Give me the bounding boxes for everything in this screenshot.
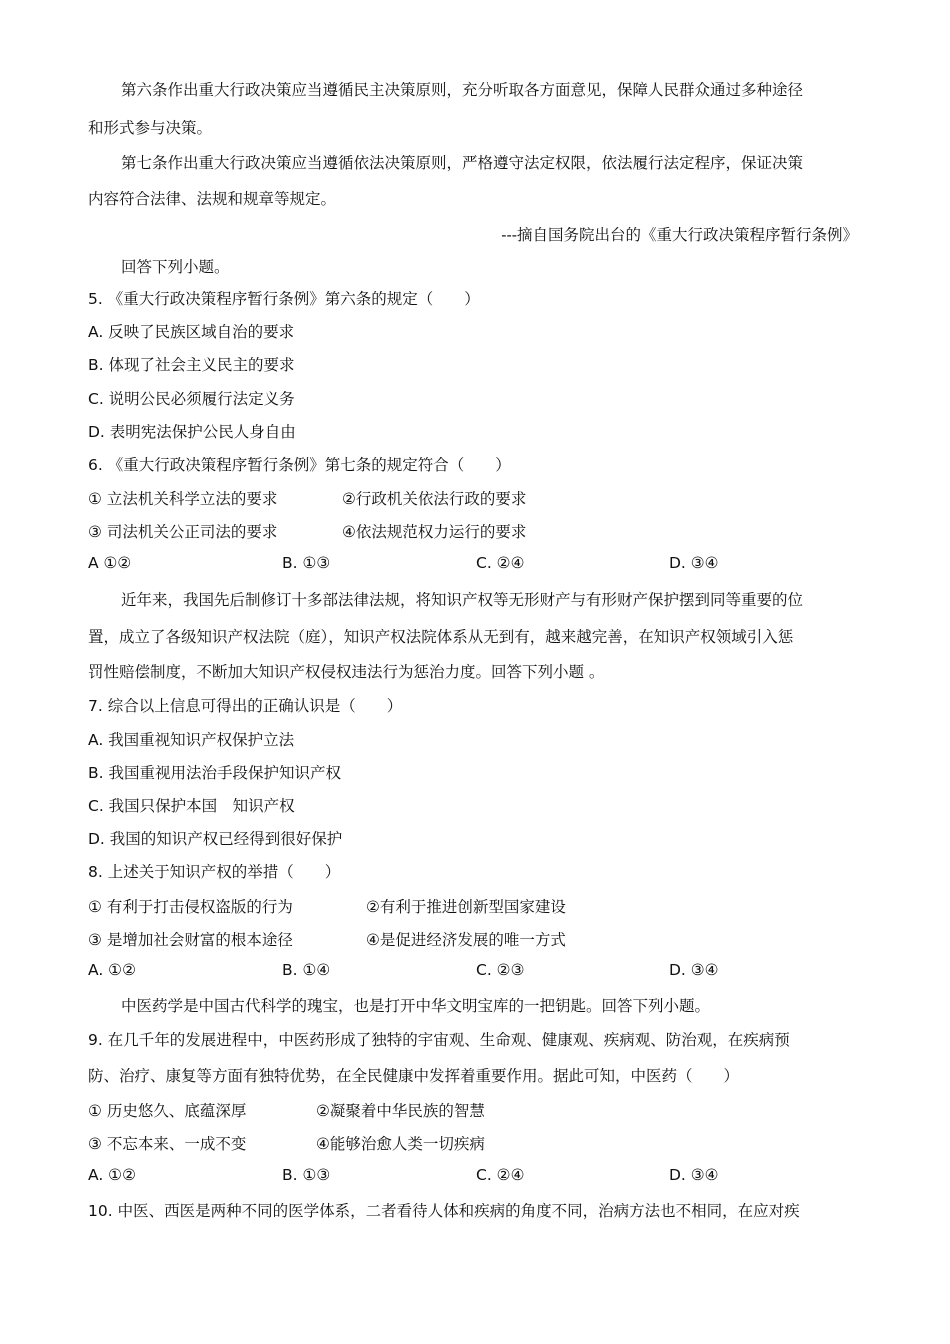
q5-stem: 5. 《重大行政决策程序暂行条例》第六条的规定（ ）: [88, 290, 480, 308]
q7-option-b: B. 我国重视用法治手段保护知识产权: [88, 764, 341, 782]
q9-option-c: C. ②④: [476, 1166, 525, 1184]
q6-option-b: B. ①③: [282, 554, 331, 572]
q9-stem-line1: 9. 在几千年的发展进程中，中医药形成了独特的宇宙观、生命观、健康观、疾病观、防治观，在疾病预: [88, 1031, 790, 1049]
q9-statement-4: ④能够治愈人类一切疾病: [316, 1135, 485, 1153]
q6-statement-3: ③ 司法机关公正司法的要求: [88, 523, 278, 541]
q8-option-a: A. ①②: [88, 961, 136, 979]
q7-stem: 7. 综合以上信息可得出的正确认识是（ ）: [88, 697, 403, 715]
q8-option-d: D. ③④: [669, 961, 719, 979]
q10-stem-line1: 10. 中医、西医是两种不同的医学体系，二者看待人体和疾病的角度不同，治病方法也不相同，在应对疾: [88, 1202, 800, 1220]
q6-option-d: D. ③④: [669, 554, 719, 572]
passage1-line4: 内容符合法律、法规和规章等规定。: [88, 190, 337, 208]
q6-statement-2: ②行政机关依法行政的要求: [342, 490, 527, 508]
passage2-line2: 置，成立了各级知识产权法院（庭），知识产权法院体系从无到有，越来越完善，在知识产权领域引入惩: [88, 628, 794, 646]
q9-statement-2: ②凝聚着中华民族的智慧: [316, 1102, 485, 1120]
q9-statement-3: ③ 不忘本来、一成不变: [88, 1135, 247, 1153]
q8-statement-3: ③ 是增加社会财富的根本途径: [88, 931, 293, 949]
q9-stem-line2: 防、治疗、康复等方面有独特优势，在全民健康中发挥着重要作用。据此可知，中医药（ ）: [88, 1067, 740, 1085]
passage1-line2: 和形式参与决策。: [88, 119, 213, 137]
q9-option-d: D. ③④: [669, 1166, 719, 1184]
q8-statement-1: ① 有利于打击侵权盗版的行为: [88, 898, 293, 916]
q9-option-b: B. ①③: [282, 1166, 331, 1184]
passage1-line1: 第六条作出重大行政决策应当遵循民主决策原则，充分听取各方面意见，保障人民群众通过多种途径: [121, 81, 804, 99]
q8-option-b: B. ①④: [282, 961, 331, 979]
passage1-line3: 第七条作出重大行政决策应当遵循依法决策原则，严格遵守法定权限，依法履行法定程序，保证决策: [121, 154, 804, 172]
passage2-line1: 近年来，我国先后制修订十多部法律法规，将知识产权等无形财产与有形财产保护摆到同等重要的位: [121, 591, 804, 609]
q6-statement-1: ① 立法机关科学立法的要求: [88, 490, 278, 508]
q5-option-a: A. 反映了民族区域自治的要求: [88, 323, 295, 341]
passage1-source: ---摘自国务院出台的《重大行政决策程序暂行条例》: [501, 226, 858, 244]
q7-option-c: C. 我国只保护本国 知识产权: [88, 797, 295, 815]
q6-option-a: A ①②: [88, 554, 132, 572]
q8-stem: 8. 上述关于知识产权的举措（ ）: [88, 863, 341, 881]
q8-option-c: C. ②③: [476, 961, 525, 979]
q9-statement-1: ① 历史悠久、底蕴深厚: [88, 1102, 247, 1120]
q6-statement-4: ④依法规范权力运行的要求: [342, 523, 527, 541]
q5-option-b: B. 体现了社会主义民主的要求: [88, 356, 295, 374]
passage2-line3: 罚性赔偿制度，不断加大知识产权侵权违法行为惩治力度。回答下列小题 。: [88, 663, 605, 681]
q8-statement-2: ②有利于推进创新型国家建设: [366, 898, 566, 916]
passage1-prompt: 回答下列小题。: [121, 258, 230, 276]
q7-option-a: A. 我国重视知识产权保护立法: [88, 731, 295, 749]
q6-option-c: C. ②④: [476, 554, 525, 572]
q5-option-d: D. 表明宪法保护公民人身自由: [88, 423, 296, 441]
q8-statement-4: ④是促进经济发展的唯一方式: [366, 931, 566, 949]
passage3-line1: 中医药学是中国古代科学的瑰宝，也是打开中华文明宝库的一把钥匙。回答下列小题。: [121, 997, 711, 1015]
q5-option-c: C. 说明公民必须履行法定义务: [88, 390, 295, 408]
q6-stem: 6. 《重大行政决策程序暂行条例》第七条的规定符合（ ）: [88, 456, 511, 474]
q7-option-d: D. 我国的知识产权已经得到很好保护: [88, 830, 343, 848]
q9-option-a: A. ①②: [88, 1166, 136, 1184]
